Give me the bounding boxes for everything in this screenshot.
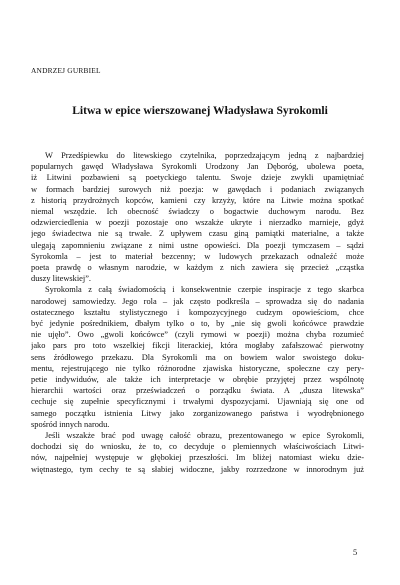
text-line: narodowej samowiedzy. Jego rola – jak często podkreśla – sprowadza się do nadania	[31, 296, 364, 306]
text-line: ulegają zapomnieniu związane z nimi ustne opowieści. Dla poezji tymczasem – sądzi	[31, 240, 364, 250]
text-line: niemal wszędzie. Ich obecność świadczy o bogactwie duchowym narodu. Bez	[31, 207, 364, 217]
text-line: cechuje się zupełnie specyficznymi i trwałymi dyspozycjami. Ujawniają się one od	[31, 397, 364, 407]
text-line: więtnastego, tym cechy te są słabiej widoczne, jakby rozrzedzone w innorodnym już	[31, 464, 364, 474]
text-line: iż Litwini pozbawieni są poetyckiego talentu. Swoje dzieje zwykli upamiętniać	[31, 173, 364, 183]
text-line: spośród innych narodu.	[31, 419, 110, 429]
text-line: poeta prawdę o własnym narodzie, w każdym z nich zawiera się przecież „cząstka	[31, 263, 364, 273]
text-line: W Przedśpiewku do litewskiego czytelnika, poprzedzającym jedną z najbardziej	[45, 151, 364, 160]
text-line: nów, najpełniej występuje w głębokiej przeszłości. Im bliżej natomiast wieku dzie-	[31, 453, 364, 463]
text-line: nie ujęło”. Owo „gwoli końcówce” (czyli rymowi w poezji) można chyba rozumieć	[31, 330, 364, 340]
text-line: odzwierciedlenia w poezji pozostaje ono wszakże ukryte i nierzadko marnieje, gdyż	[31, 218, 364, 228]
text-line: z historią przydrożnych kopców, kamieni czy krzyży, które na Litwie można spotkać	[31, 195, 364, 205]
text-line: w formach bardziej surowych niż poezja: w gawędach i podaniach związanych	[31, 184, 364, 194]
text-line: Syrokomla z całą świadomością i konsekwentnie czerpie inspiracje z tego skarbca	[45, 285, 364, 295]
text-line: jego świadectwa nie są trwałe. Z upływem czasu giną pamiątki materialne, a także	[31, 229, 364, 239]
page-number: 5	[353, 548, 358, 557]
text-line: ostatecznego kształtu stylistycznego i kompozycyjnego cudzym opowieściom, chce	[31, 307, 364, 317]
text-line: Jeśli wszakże brać pod uwagę całość obrazu, prezentowanego w epice Syrokomli,	[45, 431, 364, 441]
text-line: duszy litewskiej”.	[31, 274, 92, 284]
text-line: popularnych gawęd Władysława Syrokomli Urodzony Jan Dęboróg, ubolewa poeta,	[31, 162, 364, 172]
running-header-author: ANDRZEJ GURBIEL	[31, 66, 101, 75]
text-line: dochodzi się do wniosku, że to, co decyduje o plemiennych właściwościach Litwi-	[31, 442, 364, 452]
text-line: sens źródłowego przekazu. Dla Syrokomli ma on bowiem walor swoistego doku-	[31, 352, 364, 362]
text-line: mentu, rejestrującego nie tylko różnorodne zjawiska historyczne, społeczne czy pery-	[31, 363, 364, 373]
text-line: hierarchii wartości oraz przeświadczeń o porządku świata. A „dusza litewska”	[31, 386, 364, 396]
text-line: jako pars pro toto wszelkiej fikcji literackiej, która mogłaby zafałszować pierwotny	[31, 341, 364, 351]
text-line: Syrokomla – jest to materiał bezcenny; w ludowych przekazach odnaleźć może	[31, 251, 364, 261]
text-line: samego początku istnienia Litwy jako zorganizowanego państwa i wyodrębnionego	[31, 408, 364, 418]
text-line: być jedynie pośrednikiem, dbałym tylko o to, by „nie się gwoli końcówce prawdzie	[31, 319, 364, 329]
chapter-title: Litwa w epice wierszowanej Władysława Syrokomli	[72, 104, 328, 117]
text-line: petie indywiduów, ale także ich interpretacje w obrębie przyjętej przez wspólnotę	[31, 375, 364, 385]
body-text	[31, 150, 364, 475]
